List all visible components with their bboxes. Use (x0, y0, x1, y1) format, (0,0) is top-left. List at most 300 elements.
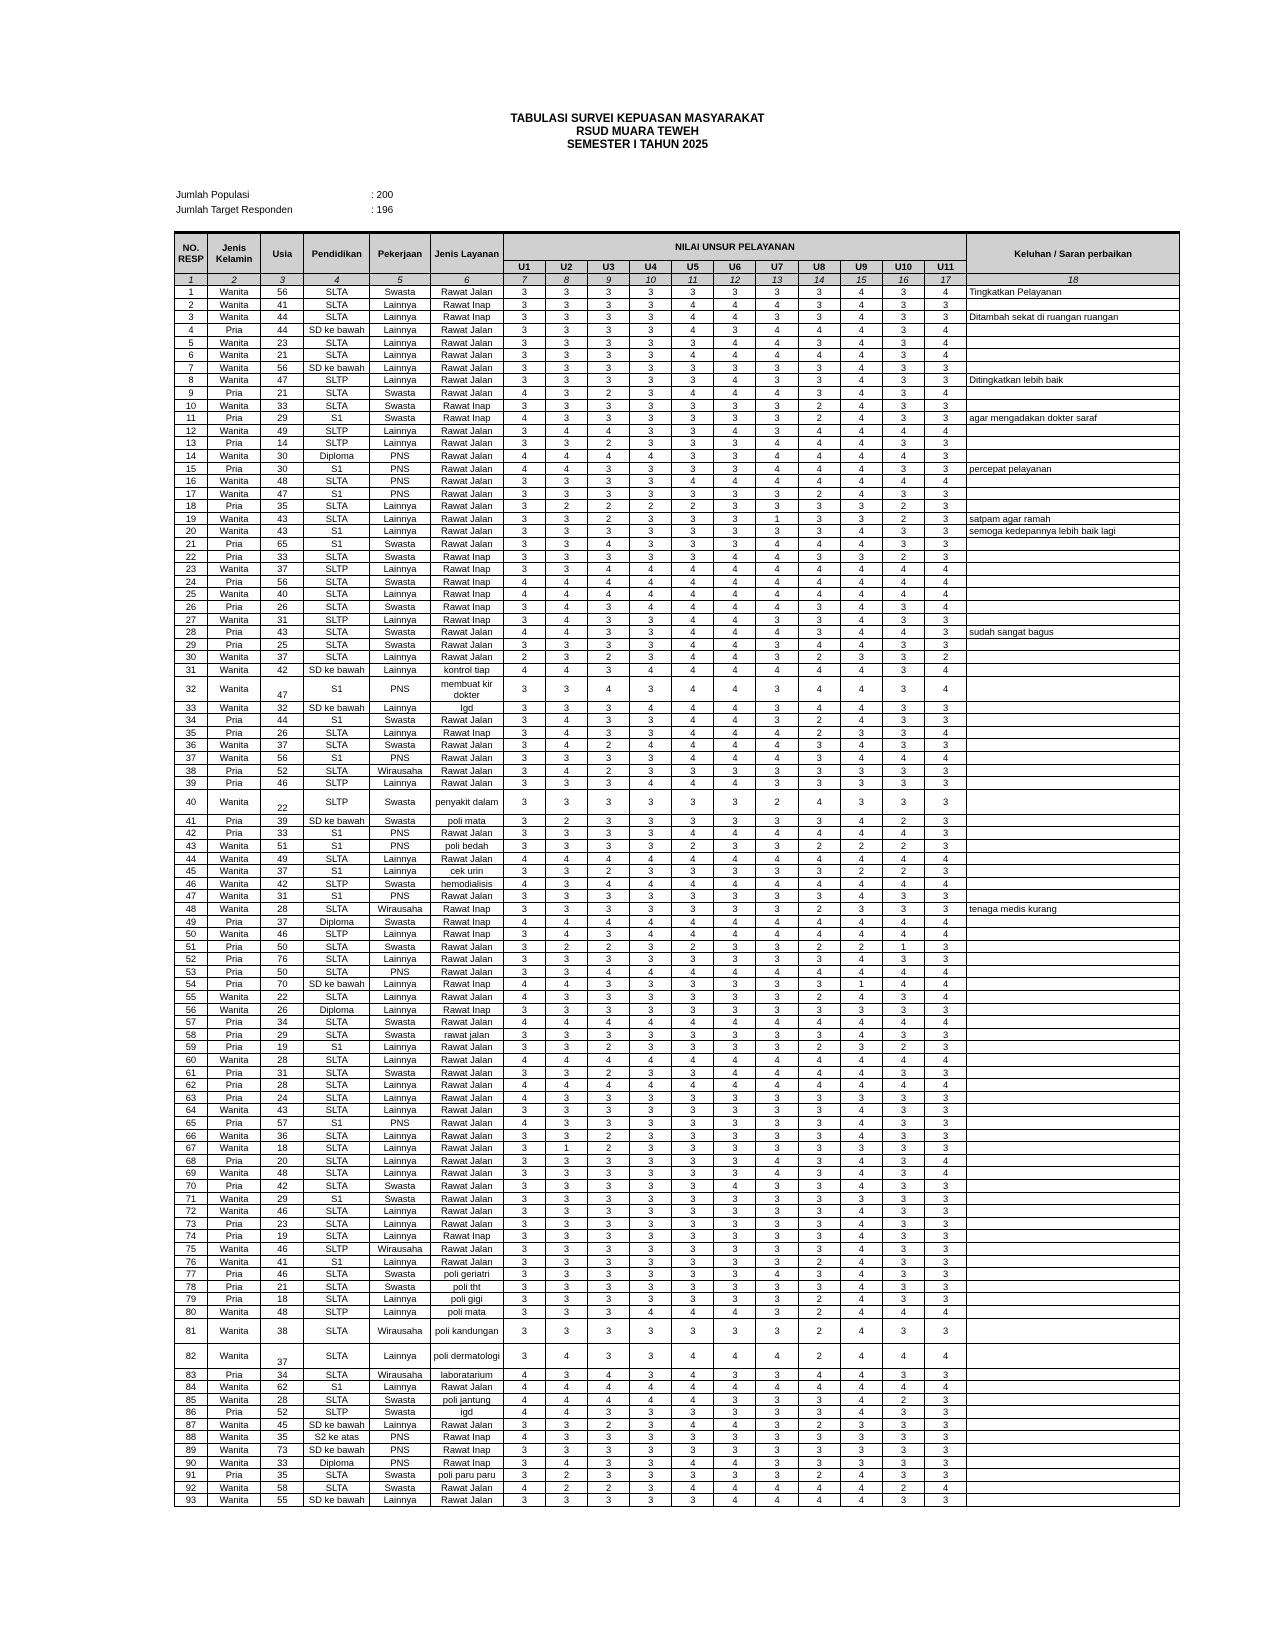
score-u6: 4 (714, 613, 756, 626)
gender: Pria (207, 1230, 260, 1243)
complaint: sudah sangat bagus (967, 626, 1180, 639)
gender: Wanita (207, 739, 260, 752)
score-u9: 4 (840, 475, 882, 488)
education: SLTP (304, 1406, 370, 1419)
score-u2: 4 (545, 449, 587, 462)
score-u8: 2 (798, 1343, 840, 1368)
resp-no: 25 (175, 588, 208, 601)
age: 33 (261, 1456, 304, 1469)
resp-no: 79 (175, 1293, 208, 1306)
gender: Wanita (207, 361, 260, 374)
service-type: rawat jalan (430, 1028, 503, 1041)
score-u9: 4 (840, 1230, 882, 1243)
score-u8: 4 (798, 588, 840, 601)
score-u9: 4 (840, 1255, 882, 1268)
score-u9: 2 (840, 865, 882, 878)
score-u5: 4 (672, 1393, 714, 1406)
score-u2: 3 (545, 1003, 587, 1016)
education: SLTA (304, 965, 370, 978)
score-u7: 4 (756, 1381, 798, 1394)
score-u6: 3 (714, 1091, 756, 1104)
complaint (967, 1318, 1180, 1343)
score-u8: 4 (798, 462, 840, 475)
score-u4: 4 (630, 777, 672, 790)
education: SLTA (304, 298, 370, 311)
score-u3: 3 (587, 902, 629, 915)
score-u2: 3 (545, 890, 587, 903)
score-u10: 3 (882, 714, 924, 727)
score-u4: 3 (630, 349, 672, 362)
score-u7: 3 (756, 311, 798, 324)
score-u9: 4 (840, 1305, 882, 1318)
score-u3: 3 (587, 374, 629, 387)
score-u5: 4 (672, 1481, 714, 1494)
occupation: Lainnya (370, 991, 431, 1004)
score-u3: 3 (587, 928, 629, 941)
score-u11: 4 (924, 1305, 966, 1318)
score-u2: 2 (545, 1481, 587, 1494)
score-u10: 3 (882, 412, 924, 425)
score-u3: 3 (587, 286, 629, 299)
score-u10: 3 (882, 902, 924, 915)
score-u10: 3 (882, 487, 924, 500)
table-row (175, 1431, 1180, 1444)
score-u6: 4 (714, 714, 756, 727)
complaint (967, 1028, 1180, 1041)
complaint (967, 336, 1180, 349)
score-u4: 2 (630, 500, 672, 513)
resp-no: 91 (175, 1469, 208, 1482)
score-u9: 4 (840, 563, 882, 576)
score-u4: 3 (630, 839, 672, 852)
score-u6: 4 (714, 349, 756, 362)
occupation: PNS (370, 839, 431, 852)
service-type: Rawat Jalan (430, 940, 503, 953)
occupation: Lainnya (370, 651, 431, 664)
score-u9: 4 (840, 412, 882, 425)
age: 33 (261, 399, 304, 412)
score-u1: 4 (503, 1117, 545, 1130)
score-u2: 4 (545, 1393, 587, 1406)
score-u9: 4 (840, 575, 882, 588)
occupation: Lainnya (370, 1142, 431, 1155)
score-u4: 3 (630, 940, 672, 953)
age: 35 (261, 1431, 304, 1444)
score-u9: 4 (840, 852, 882, 865)
score-u8: 2 (798, 1469, 840, 1482)
service-type: Rawat Jalan (430, 361, 503, 374)
score-u4: 3 (630, 638, 672, 651)
score-u10: 3 (882, 1469, 924, 1482)
resp-no: 44 (175, 852, 208, 865)
education: SLTP (304, 1305, 370, 1318)
score-u10: 4 (882, 928, 924, 941)
occupation: Lainnya (370, 1205, 431, 1218)
gender: Wanita (207, 1418, 260, 1431)
gender: Pria (207, 978, 260, 991)
complaint (967, 777, 1180, 790)
score-u10: 3 (882, 890, 924, 903)
score-u10: 3 (882, 311, 924, 324)
survey-table (174, 231, 1180, 1507)
score-u5: 3 (672, 399, 714, 412)
score-u5: 4 (672, 676, 714, 701)
score-u1: 4 (503, 978, 545, 991)
resp-no: 86 (175, 1406, 208, 1419)
service-type: Rawat Inap (430, 399, 503, 412)
score-u10: 2 (882, 839, 924, 852)
score-u10: 3 (882, 701, 924, 714)
age: 47 (261, 676, 304, 701)
table-row (175, 877, 1180, 890)
score-u11: 3 (924, 1444, 966, 1457)
score-u1: 3 (503, 601, 545, 614)
occupation: Swasta (370, 1406, 431, 1419)
score-u11: 4 (924, 965, 966, 978)
score-u8: 3 (798, 286, 840, 299)
score-u4: 3 (630, 1028, 672, 1041)
score-u2: 3 (545, 563, 587, 576)
resp-no: 69 (175, 1167, 208, 1180)
resp-no: 73 (175, 1217, 208, 1230)
score-u1: 4 (503, 664, 545, 677)
score-u10: 3 (882, 664, 924, 677)
gender: Pria (207, 1268, 260, 1281)
resp-no: 66 (175, 1129, 208, 1142)
score-u6: 3 (714, 1205, 756, 1218)
column-number: 7 (503, 273, 545, 286)
score-u5: 4 (672, 701, 714, 714)
score-u10: 4 (882, 852, 924, 865)
doc-subtitle-hospital: RSUD MUARA TEWEH (576, 126, 699, 138)
score-u11: 3 (924, 701, 966, 714)
age: 56 (261, 361, 304, 374)
score-u4: 3 (630, 890, 672, 903)
score-u10: 2 (882, 500, 924, 513)
score-u11: 4 (924, 928, 966, 941)
score-u4: 4 (630, 877, 672, 890)
col-header-occupation: Pekerjaan (370, 233, 431, 274)
age: 37 (261, 865, 304, 878)
column-number: 5 (370, 273, 431, 286)
score-u11: 3 (924, 437, 966, 450)
score-u11: 3 (924, 1091, 966, 1104)
doc-title: TABULASI SURVEI KEPUASAN MASYARAKAT (510, 113, 765, 125)
education: S1 (304, 714, 370, 727)
complaint (967, 865, 1180, 878)
occupation: Wirausaha (370, 764, 431, 777)
score-u9: 4 (840, 1381, 882, 1394)
score-u4: 4 (630, 588, 672, 601)
score-u9: 3 (840, 789, 882, 814)
score-u9: 4 (840, 1368, 882, 1381)
score-u9: 4 (840, 349, 882, 362)
score-u3: 3 (587, 399, 629, 412)
score-u2: 3 (545, 638, 587, 651)
occupation: Lainnya (370, 1381, 431, 1394)
service-type: Rawat Jalan (430, 852, 503, 865)
complaint (967, 764, 1180, 777)
gender: Wanita (207, 311, 260, 324)
gender: Pria (207, 777, 260, 790)
score-u11: 3 (924, 739, 966, 752)
score-u9: 4 (840, 487, 882, 500)
age: 31 (261, 613, 304, 626)
gender: Pria (207, 827, 260, 840)
score-u8: 3 (798, 1142, 840, 1155)
score-u9: 4 (840, 1205, 882, 1218)
complaint (967, 487, 1180, 500)
score-u2: 3 (545, 651, 587, 664)
unit-header: U11 (924, 261, 966, 274)
score-u4: 3 (630, 1318, 672, 1343)
score-u5: 3 (672, 1268, 714, 1281)
score-u5: 3 (672, 1230, 714, 1243)
score-u7: 3 (756, 814, 798, 827)
score-u1: 3 (503, 940, 545, 953)
education: SLTA (304, 739, 370, 752)
gender: Wanita (207, 789, 260, 814)
age: 34 (261, 1016, 304, 1029)
score-u1: 4 (503, 1431, 545, 1444)
score-u6: 4 (714, 336, 756, 349)
score-u2: 3 (545, 1066, 587, 1079)
score-u3: 3 (587, 1003, 629, 1016)
score-u5: 4 (672, 664, 714, 677)
age: 24 (261, 1091, 304, 1104)
score-u5: 4 (672, 1054, 714, 1067)
age: 48 (261, 475, 304, 488)
table-row (175, 437, 1180, 450)
table-row (175, 588, 1180, 601)
score-u8: 2 (798, 1305, 840, 1318)
education: SLTA (304, 764, 370, 777)
complaint (967, 726, 1180, 739)
score-u11: 4 (924, 1016, 966, 1029)
score-u8: 4 (798, 965, 840, 978)
table-row (175, 965, 1180, 978)
education: SLTA (304, 399, 370, 412)
score-u8: 4 (798, 915, 840, 928)
score-u2: 3 (545, 1368, 587, 1381)
score-u8: 2 (798, 487, 840, 500)
complaint (967, 664, 1180, 677)
education: SLTP (304, 563, 370, 576)
occupation: Swasta (370, 626, 431, 639)
age: 49 (261, 424, 304, 437)
gender: Pria (207, 601, 260, 614)
score-u3: 3 (587, 462, 629, 475)
occupation: Lainnya (370, 336, 431, 349)
occupation: PNS (370, 965, 431, 978)
education: SLTP (304, 777, 370, 790)
score-u7: 3 (756, 1444, 798, 1457)
education: SLTA (304, 626, 370, 639)
service-type: Rawat Jalan (430, 739, 503, 752)
resp-no: 16 (175, 475, 208, 488)
resp-no: 82 (175, 1343, 208, 1368)
score-u1: 3 (503, 739, 545, 752)
service-type: Rawat Jalan (430, 1418, 503, 1431)
score-u8: 2 (798, 726, 840, 739)
score-u8: 3 (798, 336, 840, 349)
service-type: Rawat Jalan (430, 1066, 503, 1079)
resp-no: 51 (175, 940, 208, 953)
education: SLTP (304, 789, 370, 814)
education: SLTA (304, 902, 370, 915)
score-u4: 3 (630, 1192, 672, 1205)
service-type: Rawat Jalan (430, 386, 503, 399)
occupation: PNS (370, 827, 431, 840)
score-u10: 4 (882, 877, 924, 890)
score-u1: 4 (503, 1091, 545, 1104)
score-u10: 3 (882, 1293, 924, 1306)
score-u3: 3 (587, 1117, 629, 1130)
score-u1: 3 (503, 726, 545, 739)
score-u3: 3 (587, 1318, 629, 1343)
score-u11: 3 (924, 902, 966, 915)
gender: Wanita (207, 1167, 260, 1180)
score-u4: 3 (630, 286, 672, 299)
score-u3: 3 (587, 1343, 629, 1368)
score-u8: 3 (798, 613, 840, 626)
score-u9: 4 (840, 1393, 882, 1406)
score-u6: 3 (714, 1028, 756, 1041)
score-u1: 3 (503, 336, 545, 349)
score-u11: 3 (924, 1192, 966, 1205)
score-u6: 3 (714, 1368, 756, 1381)
score-u11: 3 (924, 374, 966, 387)
score-u1: 3 (503, 928, 545, 941)
score-u1: 3 (503, 1205, 545, 1218)
score-u4: 3 (630, 1280, 672, 1293)
score-u9: 3 (840, 1091, 882, 1104)
score-u11: 4 (924, 588, 966, 601)
gender: Pria (207, 462, 260, 475)
service-type: Rawat Jalan (430, 1129, 503, 1142)
education: SLTA (304, 1280, 370, 1293)
education: SD ke bawah (304, 1418, 370, 1431)
column-number: 16 (882, 273, 924, 286)
score-u6: 3 (714, 1167, 756, 1180)
score-u1: 3 (503, 323, 545, 336)
education: SLTA (304, 638, 370, 651)
table-row (175, 953, 1180, 966)
score-u2: 3 (545, 1167, 587, 1180)
service-type: Rawat Inap (430, 601, 503, 614)
score-u6: 4 (714, 575, 756, 588)
score-u4: 3 (630, 764, 672, 777)
resp-no: 4 (175, 323, 208, 336)
score-u1: 4 (503, 1368, 545, 1381)
score-u10: 3 (882, 1242, 924, 1255)
score-u4: 3 (630, 676, 672, 701)
score-u1: 4 (503, 1016, 545, 1029)
score-u10: 4 (882, 915, 924, 928)
score-u10: 3 (882, 538, 924, 551)
score-u9: 3 (840, 764, 882, 777)
occupation: Lainnya (370, 349, 431, 362)
score-u3: 3 (587, 814, 629, 827)
gender: Pria (207, 323, 260, 336)
service-type: Rawat Jalan (430, 374, 503, 387)
occupation: Lainnya (370, 1230, 431, 1243)
score-u3: 3 (587, 777, 629, 790)
table-row (175, 1494, 1180, 1507)
resp-no: 17 (175, 487, 208, 500)
resp-no: 48 (175, 902, 208, 915)
score-u2: 3 (545, 1444, 587, 1457)
score-u6: 3 (714, 525, 756, 538)
age: 44 (261, 714, 304, 727)
service-type: igd (430, 1406, 503, 1419)
column-number: 3 (261, 273, 304, 286)
score-u1: 4 (503, 386, 545, 399)
score-u8: 3 (798, 1179, 840, 1192)
complaint (967, 613, 1180, 626)
resp-no: 32 (175, 676, 208, 701)
age: 21 (261, 349, 304, 362)
occupation: Swasta (370, 575, 431, 588)
score-u8: 3 (798, 1003, 840, 1016)
score-u9: 3 (840, 777, 882, 790)
age: 76 (261, 953, 304, 966)
score-u6: 3 (714, 399, 756, 412)
complaint (967, 1305, 1180, 1318)
age: 36 (261, 1129, 304, 1142)
gender: Wanita (207, 852, 260, 865)
score-u9: 3 (840, 902, 882, 915)
occupation: Lainnya (370, 1293, 431, 1306)
table-row (175, 613, 1180, 626)
service-type: poli geriatri (430, 1268, 503, 1281)
score-u7: 3 (756, 1255, 798, 1268)
resp-no: 52 (175, 953, 208, 966)
score-u11: 3 (924, 1368, 966, 1381)
score-u7: 3 (756, 902, 798, 915)
score-u8: 3 (798, 1268, 840, 1281)
table-row (175, 701, 1180, 714)
gender: Wanita (207, 1393, 260, 1406)
age: 31 (261, 890, 304, 903)
score-u7: 1 (756, 512, 798, 525)
score-u4: 3 (630, 1343, 672, 1368)
occupation: Swasta (370, 1016, 431, 1029)
score-u7: 4 (756, 915, 798, 928)
education: S1 (304, 462, 370, 475)
score-u2: 3 (545, 487, 587, 500)
score-u6: 3 (714, 487, 756, 500)
resp-no: 55 (175, 991, 208, 1004)
score-u11: 3 (924, 1230, 966, 1243)
service-type: Rawat Inap (430, 978, 503, 991)
score-u2: 3 (545, 902, 587, 915)
service-type: poli kandungan (430, 1318, 503, 1343)
score-u4: 3 (630, 462, 672, 475)
complaint (967, 1230, 1180, 1243)
education: SLTA (304, 953, 370, 966)
age: 56 (261, 286, 304, 299)
score-u10: 3 (882, 739, 924, 752)
score-u1: 3 (503, 1104, 545, 1117)
score-u3: 3 (587, 839, 629, 852)
score-u1: 3 (503, 613, 545, 626)
score-u1: 4 (503, 852, 545, 865)
score-u5: 4 (672, 311, 714, 324)
score-u7: 3 (756, 1104, 798, 1117)
table-row (175, 500, 1180, 513)
occupation: Lainnya (370, 500, 431, 513)
